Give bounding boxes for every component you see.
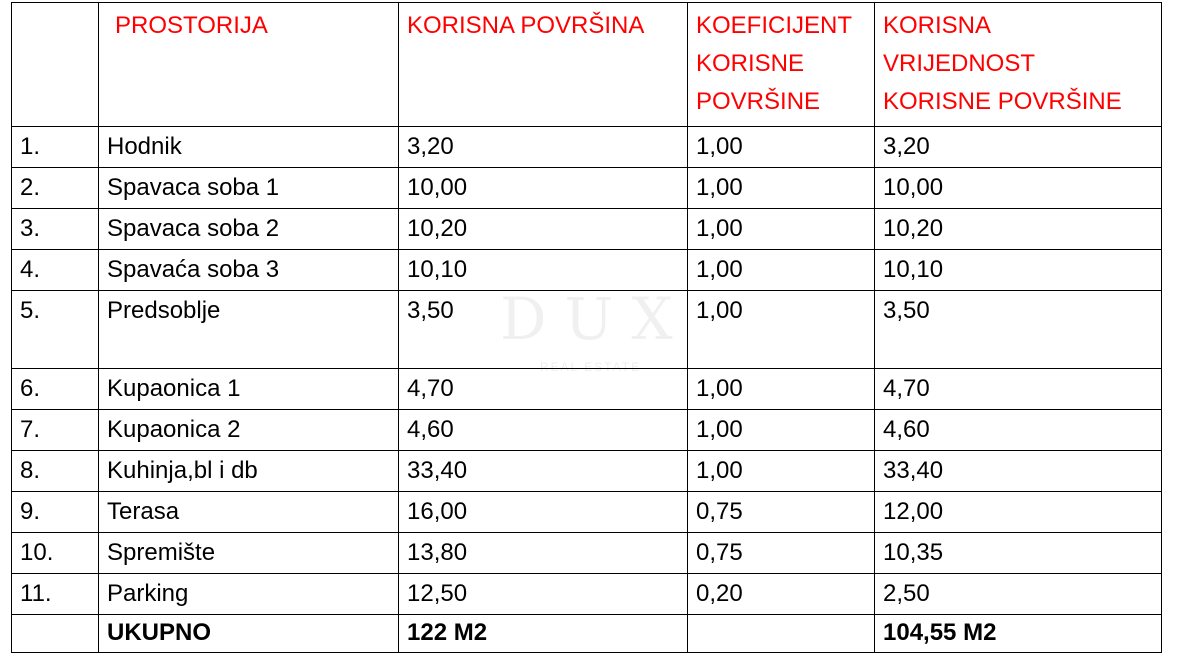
table-row — [12, 492, 1162, 533]
room-value: 10,35 — [875, 533, 1162, 574]
header-koeficijent-line-3: POVRŠINE — [696, 88, 821, 115]
room-coefficient: 1,00 — [688, 451, 875, 492]
row-number: 1. — [12, 127, 99, 168]
room-value: 12,00 — [875, 492, 1162, 533]
row-number: 6. — [12, 369, 99, 410]
total-value: 104,55 M2 — [875, 615, 1162, 653]
table-row — [12, 369, 1162, 410]
table-row — [12, 410, 1162, 451]
header-koeficijent-line-2: KORISNE — [696, 50, 805, 77]
room-coefficient: 0,20 — [688, 574, 875, 615]
room-value: 10,20 — [875, 209, 1162, 250]
row-number: 5. — [12, 291, 99, 369]
header-vrijednost-line-1: KORISNA — [883, 12, 992, 39]
header-vrijednost-line-2: VRIJEDNOST — [883, 50, 1036, 77]
table-row — [12, 533, 1162, 574]
header-koeficijent-line-1: KOEFICIJENT — [696, 12, 853, 39]
table-row — [12, 574, 1162, 615]
room-area: 12,50 — [399, 574, 688, 615]
header-vrijednost — [875, 3, 1162, 127]
row-number: 7. — [12, 410, 99, 451]
room-name: Kuhinja,bl i db — [99, 451, 399, 492]
room-value: 3,20 — [875, 127, 1162, 168]
room-coefficient: 1,00 — [688, 168, 875, 209]
room-coefficient: 1,00 — [688, 127, 875, 168]
room-coefficient: 0,75 — [688, 533, 875, 574]
room-value: 10,00 — [875, 168, 1162, 209]
room-area: 16,00 — [399, 492, 688, 533]
room-name: Spavaca soba 1 — [99, 168, 399, 209]
total-number — [12, 615, 99, 653]
room-area: 4,70 — [399, 369, 688, 410]
header-vrijednost-line-3: KORISNE POVRŠINE — [883, 88, 1122, 115]
room-coefficient: 1,00 — [688, 291, 875, 369]
room-name: Kupaonica 2 — [99, 410, 399, 451]
row-number: 10. — [12, 533, 99, 574]
row-number: 2. — [12, 168, 99, 209]
room-area: 10,10 — [399, 250, 688, 291]
table-row — [12, 250, 1162, 291]
header-prostorija: PROSTORIJA — [99, 3, 399, 127]
table-row — [12, 451, 1162, 492]
table-row — [12, 127, 1162, 168]
room-coefficient: 1,00 — [688, 209, 875, 250]
total-label: UKUPNO — [99, 615, 399, 653]
room-name: Kupaonica 1 — [99, 369, 399, 410]
table-row — [12, 209, 1162, 250]
row-number: 8. — [12, 451, 99, 492]
room-name: Spremište — [99, 533, 399, 574]
watermark-logo: DUX — [500, 285, 691, 353]
table-row — [12, 291, 1162, 369]
header-row — [12, 3, 1162, 127]
watermark-subtitle: REAL ESTATE — [540, 360, 642, 374]
room-area-table — [11, 2, 1162, 653]
room-coefficient: 1,00 — [688, 250, 875, 291]
room-area: 3,50 — [399, 291, 688, 369]
room-coefficient: 1,00 — [688, 410, 875, 451]
room-area: 10,20 — [399, 209, 688, 250]
header-koeficijent — [688, 3, 875, 127]
room-name: Spavaca soba 2 — [99, 209, 399, 250]
row-number: 4. — [12, 250, 99, 291]
total-row — [12, 615, 1162, 653]
header-number — [12, 3, 99, 127]
room-name: Terasa — [99, 492, 399, 533]
room-value: 2,50 — [875, 574, 1162, 615]
room-area: 4,60 — [399, 410, 688, 451]
room-value: 10,10 — [875, 250, 1162, 291]
room-name: Spavaća soba 3 — [99, 250, 399, 291]
total-coefficient — [688, 615, 875, 653]
header-korisna-povrsina: KORISNA POVRŠINA — [399, 3, 688, 127]
table-row — [12, 168, 1162, 209]
room-area: 10,00 — [399, 168, 688, 209]
row-number: 11. — [12, 574, 99, 615]
room-value: 33,40 — [875, 451, 1162, 492]
room-name: Parking — [99, 574, 399, 615]
room-area: 13,80 — [399, 533, 688, 574]
room-coefficient: 1,00 — [688, 369, 875, 410]
room-value: 3,50 — [875, 291, 1162, 369]
total-area: 122 M2 — [399, 615, 688, 653]
row-number: 9. — [12, 492, 99, 533]
room-name: Predsoblje — [99, 291, 399, 369]
row-number: 3. — [12, 209, 99, 250]
room-coefficient: 0,75 — [688, 492, 875, 533]
room-value: 4,60 — [875, 410, 1162, 451]
room-name: Hodnik — [99, 127, 399, 168]
room-value: 4,70 — [875, 369, 1162, 410]
room-area: 33,40 — [399, 451, 688, 492]
room-area: 3,20 — [399, 127, 688, 168]
